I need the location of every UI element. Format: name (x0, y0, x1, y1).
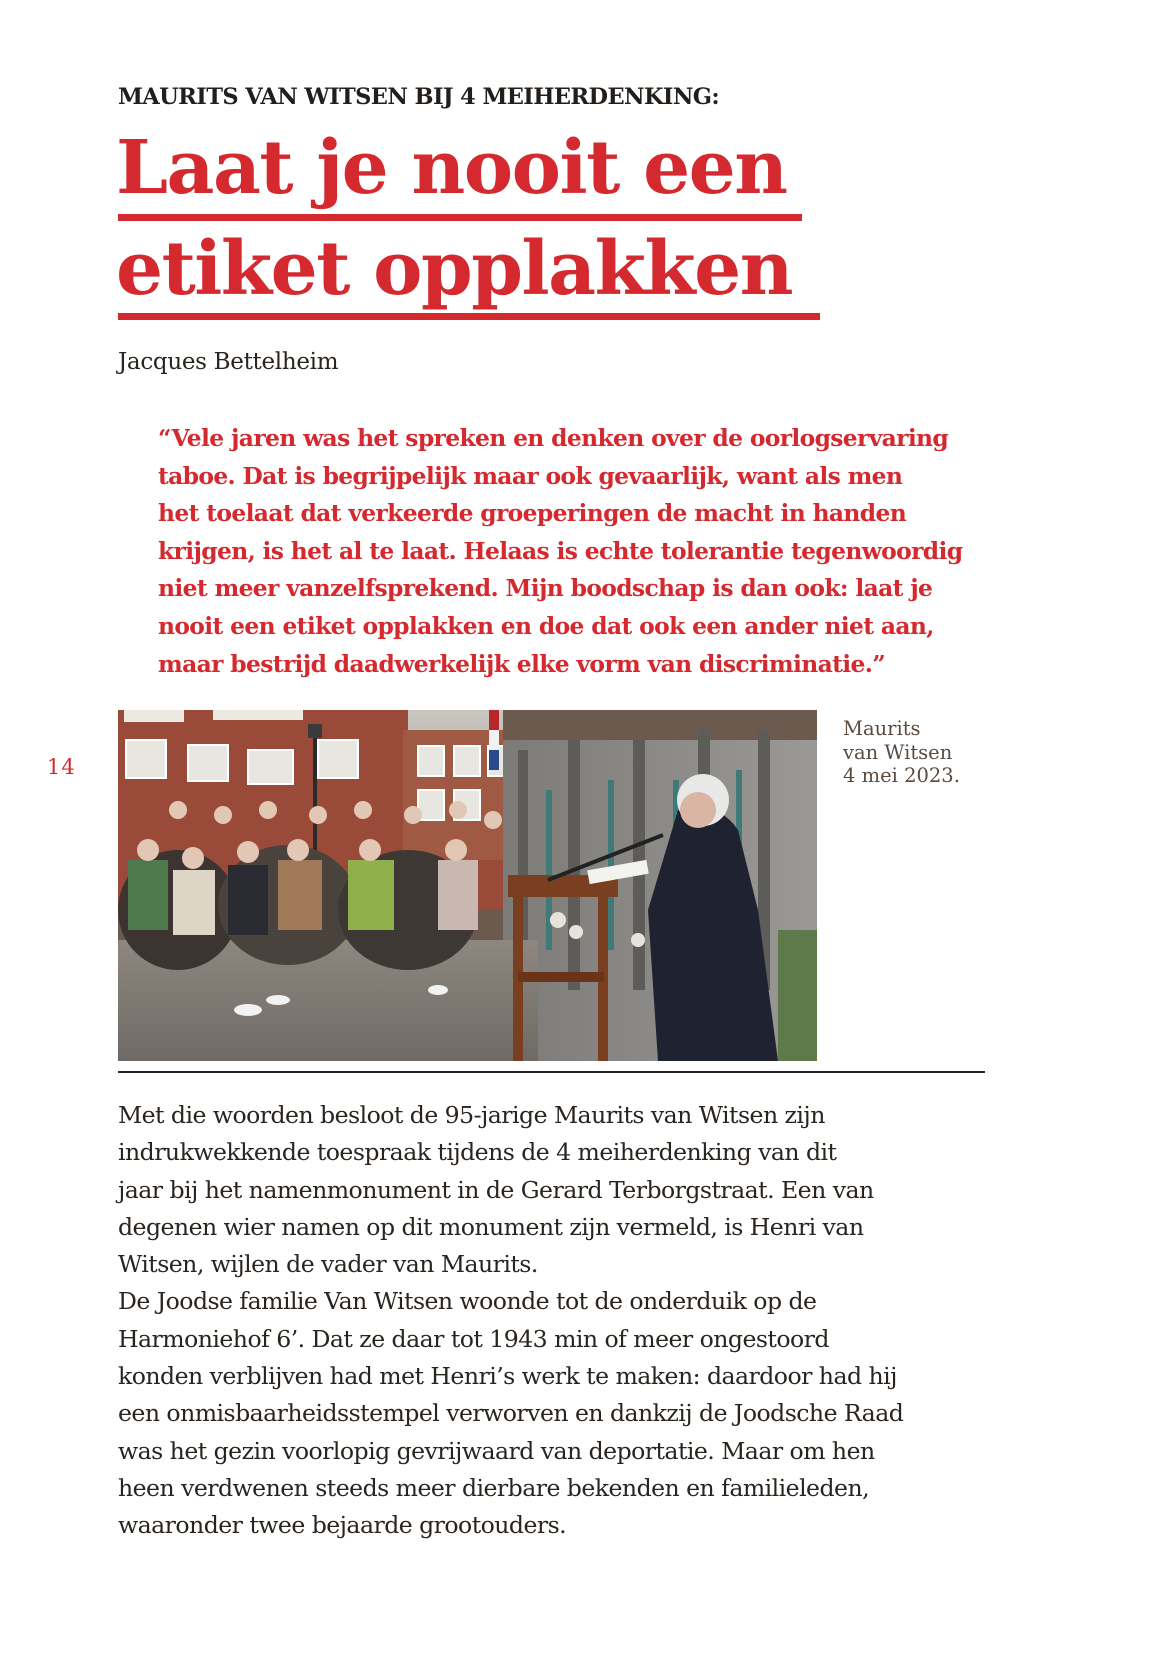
article-photo (118, 710, 817, 1061)
photo-caption-line: Maurits (843, 717, 921, 740)
body-line: heen verdwenen steeds meer dierbare bekenden en familieleden, (118, 1473, 870, 1502)
body-line: was het gezin voorlopig gevrijwaard van deportatie. Maar om hen (118, 1436, 875, 1465)
body-line: konden verblijven had met Henri’s werk te maken: daardoor had hij (118, 1362, 897, 1391)
body-line: jaar bij het namenmonument in de Gerard Terborgstraat. Een van (118, 1175, 874, 1204)
pull-quote-line: “Vele jaren was het spreken en denken over de oorlogservaring (158, 424, 949, 452)
pull-quote-line: taboe. Dat is begrijpelijk maar ook gevaarlijk, want als men (158, 461, 903, 490)
page-number: 14 (47, 755, 76, 779)
headline-line-1: Laat je nooit een (116, 125, 787, 211)
photo-illustration (118, 710, 817, 1061)
body-line: een onmisbaarheidsstempel verworven en dankzij de Joodsche Raad (118, 1399, 904, 1428)
article-body (118, 1097, 998, 1545)
section-divider (118, 1071, 985, 1073)
headline-line-2: etiket opplakken (116, 226, 793, 312)
pull-quote-line: maar bestrijd daadwerkelijk elke vorm van discriminatie.” (158, 649, 886, 678)
pull-quote-line: niet meer vanzelfsprekend. Mijn boodschap is dan ook: laat je (158, 574, 933, 603)
body-line: waaronder twee bejaarde grootouders. (118, 1511, 567, 1540)
article-kicker: MAURITS VAN WITSEN BIJ 4 MEIHERDENKING: (118, 84, 720, 110)
byline: Jacques Bettelheim (118, 349, 339, 375)
headline-underline-2 (118, 313, 820, 320)
body-line: indrukwekkende toespraak tijdens de 4 meiherdenking van dit (118, 1138, 837, 1167)
body-line: Met die woorden besloot de 95-jarige Maurits van Witsen zijn (118, 1101, 825, 1129)
pull-quote-line: nooit een etiket opplakken en doe dat ook een ander niet aan, (158, 611, 934, 640)
photo-caption-line: 4 mei 2023. (843, 764, 960, 787)
photo-caption-line: van Witsen (843, 740, 953, 764)
body-line: Witsen, wijlen de vader van Maurits. (118, 1250, 538, 1279)
pull-quote-line: het toelaat dat verkeerde groeperingen de macht in handen (158, 499, 907, 528)
pull-quote-line: krijgen, is het al te laat. Helaas is echte tolerantie tegenwoordig (158, 536, 963, 565)
headline-underline-1 (118, 214, 802, 221)
body-line: degenen wier namen op dit monument zijn vermeld, is Henri van (118, 1212, 864, 1241)
photo-caption (843, 717, 960, 788)
body-line: De Joodse familie Van Witsen woonde tot de onderduik op de (118, 1287, 817, 1316)
body-line: Harmoniehof 6’. Dat ze daar tot 1943 min of meer ongestoord (118, 1324, 829, 1353)
pull-quote (158, 420, 998, 683)
